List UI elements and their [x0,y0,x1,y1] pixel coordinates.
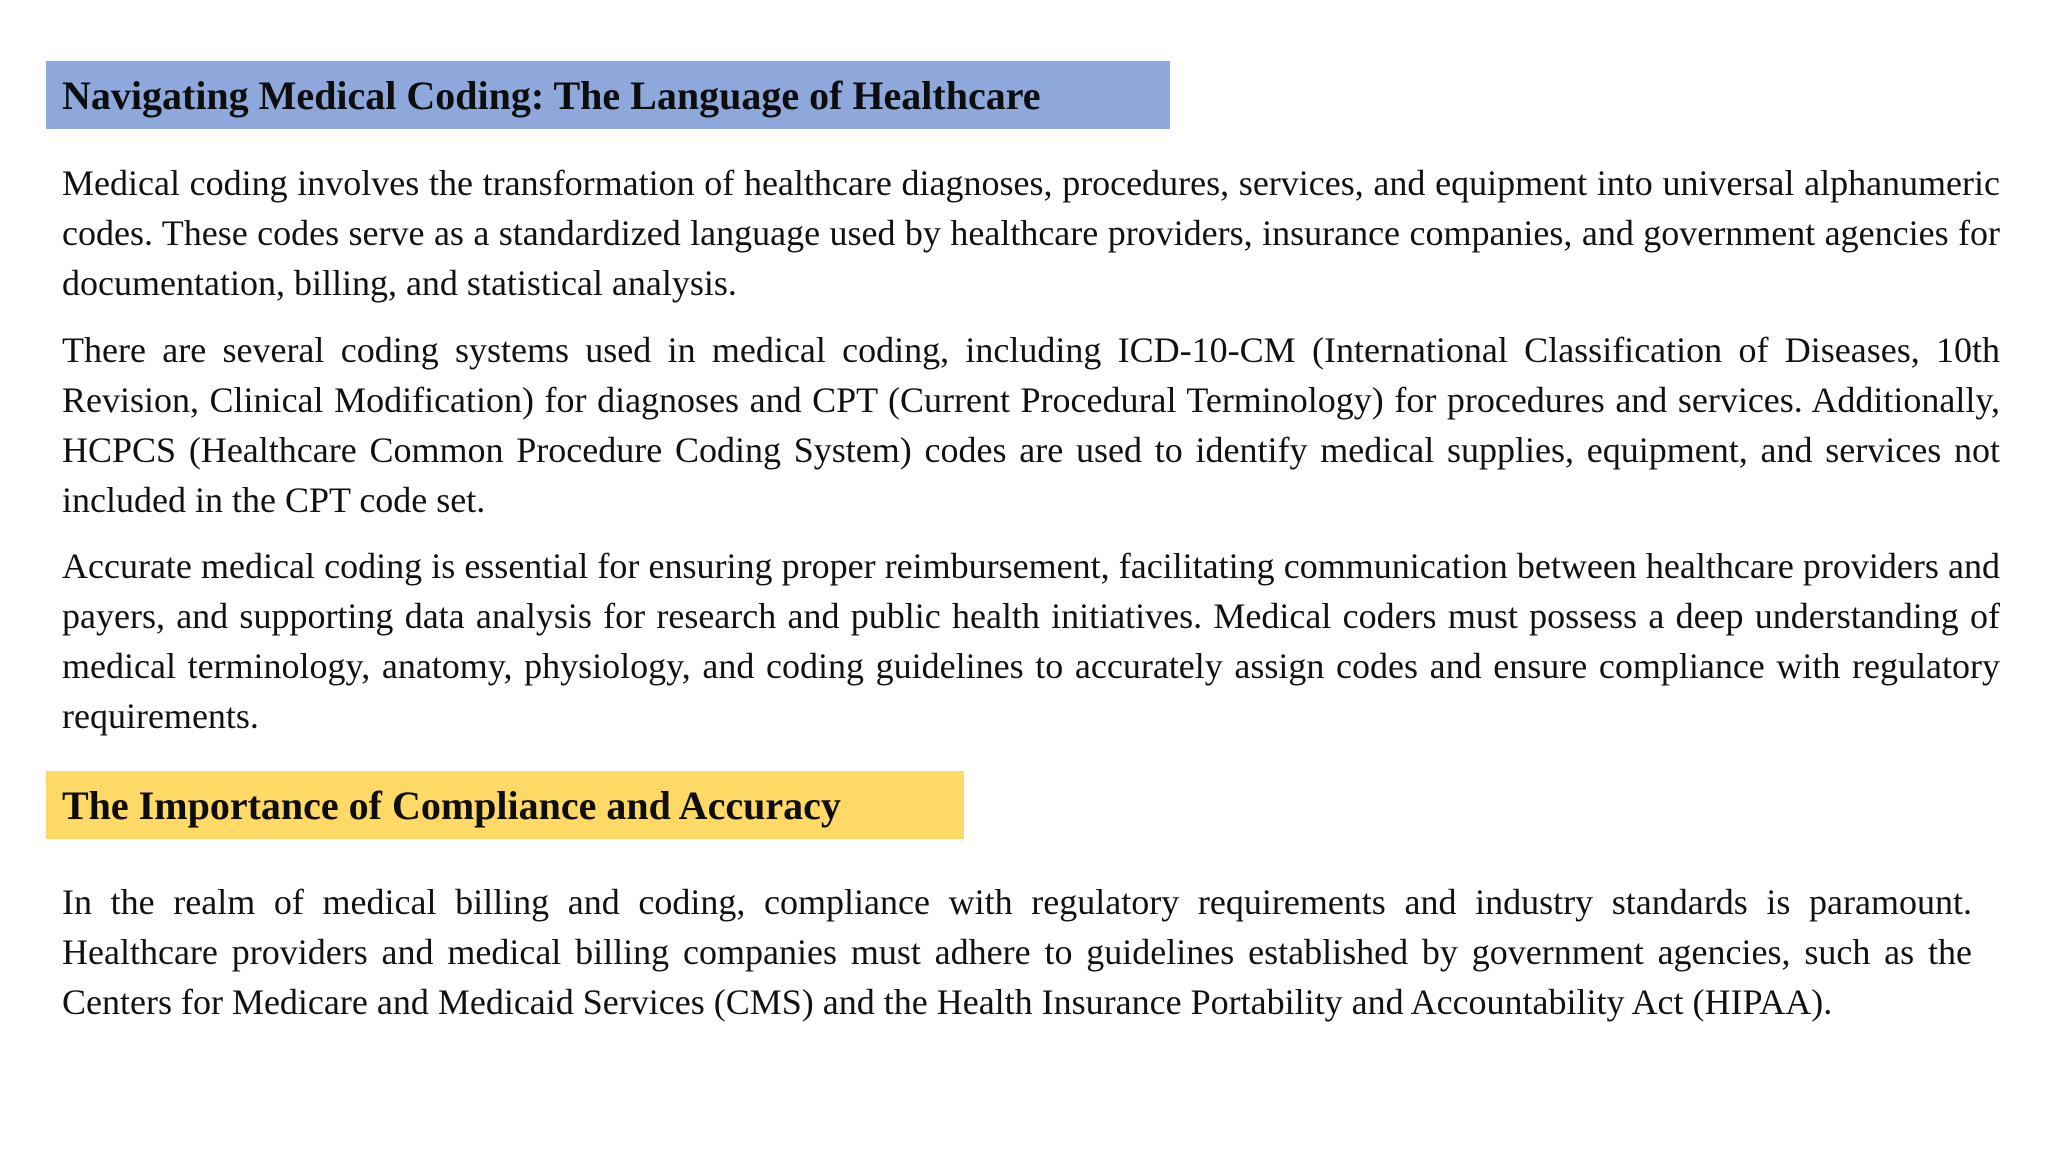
section-heading-compliance [46,771,964,839]
section-heading-text: The Importance of Compliance and Accuracy [62,782,841,828]
paragraph-compliance: In the realm of medical billing and coding, compliance with regulatory requirements and industry standards is paramount. Healthcare providers and medical billing companies must adhere to guidelines established by government agencies, such as the Centers for Medicare and Medicaid Services (CMS) and the Health Insurance Portability and Accountability Act (HIPAA). [62,882,1972,1022]
section-heading-text: Navigating Medical Coding: The Language of Healthcare [62,72,1041,118]
paragraph-coding-systems: There are several coding systems used in medical coding, including ICD-10-CM (International Classification of Diseases, 10th Revision, Clinical Modification) for diagnoses and CPT (Current Procedural Terminology) for procedures and services. Additionally, HCPCS (Healthcare Common Procedure Coding System) codes are used to identify medical supplies, equipment, and services not included in the CPT code set. [62,330,2000,520]
section-heading-medical-coding [46,61,1170,129]
paragraph-accurate-coding: Accurate medical coding is essential for ensuring proper reimbursement, facilitating communication between healthcare providers and payers, and supporting data analysis for research and public health initiatives. Medical coders must possess a deep understanding of medical terminology, anatomy, physiology, and coding guidelines to accurately assign codes and ensure compliance with regulatory requirements. [62,546,2000,736]
paragraph-medical-coding-intro: Medical coding involves the transformation of healthcare diagnoses, procedures, services, and equipment into universal alphanumeric codes. These codes serve as a standardized language used by healthcare providers, insurance companies, and government agencies for documentation, billing, and statistical analysis. [62,163,2000,303]
